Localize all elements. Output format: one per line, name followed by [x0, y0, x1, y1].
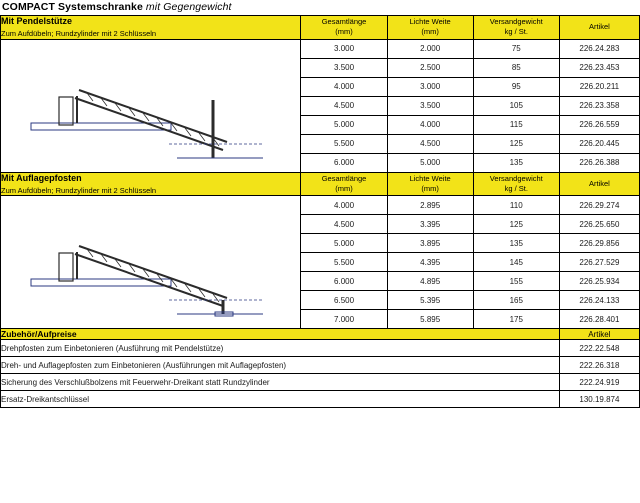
cell-gesamtlaenge: 6.000: [301, 153, 387, 172]
cell-gesamtlaenge: 4.500: [301, 96, 387, 115]
cell-lichte-weite: 3.895: [387, 234, 473, 253]
cell-gesamtlaenge: 4.000: [301, 196, 387, 215]
product-table: [0, 15, 640, 408]
cell-artikel: 226.25.934: [559, 272, 639, 291]
cell-versandgewicht: 175: [473, 310, 559, 329]
cell-artikel: 226.26.388: [559, 153, 639, 172]
cell-artikel: 226.24.133: [559, 291, 639, 310]
cell-lichte-weite: 5.000: [387, 153, 473, 172]
cell-lichte-weite: 5.395: [387, 291, 473, 310]
table-row: [1, 39, 640, 58]
accessory-artikel: 222.24.919: [559, 374, 639, 391]
column-header-versandgewicht-1: [473, 16, 559, 40]
cell-artikel: 226.28.401: [559, 310, 639, 329]
accessory-text: Drehpfosten zum Einbetonieren (Ausführung mit Pendelstütze): [1, 340, 560, 357]
column-unit: (mm): [421, 27, 439, 37]
cell-versandgewicht: 125: [473, 134, 559, 153]
cell-lichte-weite: 4.500: [387, 134, 473, 153]
barrier-diagram-1: [1, 40, 299, 168]
cell-gesamtlaenge: 7.000: [301, 310, 387, 329]
cell-lichte-weite: 4.895: [387, 272, 473, 291]
cell-artikel: 226.23.453: [559, 58, 639, 77]
drawing-canvas: [1, 196, 299, 328]
column-header-versandgewicht-2: [473, 172, 559, 196]
cell-lichte-weite: 2.895: [387, 196, 473, 215]
cell-versandgewicht: 135: [473, 234, 559, 253]
cell-gesamtlaenge: 3.000: [301, 39, 387, 58]
cell-lichte-weite: 2.000: [387, 39, 473, 58]
cell-lichte-weite: 5.895: [387, 310, 473, 329]
cell-gesamtlaenge: 5.500: [301, 134, 387, 153]
cell-gesamtlaenge: 5.500: [301, 253, 387, 272]
cell-gesamtlaenge: 6.500: [301, 291, 387, 310]
accessories-row: [1, 357, 640, 374]
column-unit: kg / St.: [504, 183, 528, 193]
cell-artikel: 226.24.283: [559, 39, 639, 58]
page-title-italic: mit Gegengewicht: [145, 1, 232, 13]
cell-gesamtlaenge: 5.000: [301, 115, 387, 134]
column-label: Artikel: [589, 22, 610, 32]
column-header-gesamtlaenge-1: [301, 16, 387, 40]
column-header-lichte-weite-1: [387, 16, 473, 40]
section-2-subheading: Zum Aufdübeln; Rundzylinder mit 2 Schlüsseln: [1, 185, 157, 195]
section-2-heading: Mit Auflagepfosten: [1, 172, 82, 183]
cell-versandgewicht: 110: [473, 196, 559, 215]
table-row: [1, 196, 640, 215]
accessory-artikel: 222.22.548: [559, 340, 639, 357]
cell-versandgewicht: 155: [473, 272, 559, 291]
column-unit: (mm): [421, 183, 439, 193]
cell-artikel: 226.26.559: [559, 115, 639, 134]
accessory-artikel: 222.26.318: [559, 357, 639, 374]
barrier-diagram-2: [1, 196, 299, 324]
page-title: [0, 0, 640, 15]
page-title-bold: COMPACT Systemschranke: [2, 1, 143, 13]
column-header-artikel-1: [559, 16, 639, 40]
cell-artikel: 226.29.274: [559, 196, 639, 215]
column-label: Lichte Weite: [409, 17, 451, 27]
cell-versandgewicht: 105: [473, 96, 559, 115]
product-drawing-auflagepfosten: [1, 196, 301, 329]
accessories-heading: Zubehör/Aufpreise: [1, 329, 560, 340]
section-1-subheading: Zum Aufdübeln; Rundzylinder mit 2 Schlüsseln: [1, 29, 157, 39]
cell-gesamtlaenge: 3.500: [301, 58, 387, 77]
section-header-row-2: [1, 172, 640, 196]
cell-artikel: 226.29.856: [559, 234, 639, 253]
cell-artikel: 226.25.650: [559, 215, 639, 234]
accessory-text: Dreh- und Auflagepfosten zum Einbetonieren (Ausführungen mit Auflagepfosten): [1, 357, 560, 374]
section-1-heading: Mit Pendelstütze: [1, 16, 73, 26]
drawing-canvas: [1, 40, 299, 172]
section-2-caption: [1, 172, 301, 196]
section-1-caption: [1, 16, 301, 40]
accessories-header-row: [1, 329, 640, 340]
cell-versandgewicht: 145: [473, 253, 559, 272]
cell-lichte-weite: 3.000: [387, 77, 473, 96]
accessories-row: [1, 340, 640, 357]
section-header-row-1: [1, 16, 640, 40]
accessory-text: Sicherung des Verschlußbolzens mit Feuerwehr-Dreikant statt Rundzylinder: [1, 374, 560, 391]
cell-artikel: 226.20.445: [559, 134, 639, 153]
column-label: Gesamtlänge: [321, 173, 367, 183]
column-unit: (mm): [335, 183, 353, 193]
cell-versandgewicht: 115: [473, 115, 559, 134]
cell-gesamtlaenge: 4.500: [301, 215, 387, 234]
column-label: Versandgewicht: [489, 173, 543, 183]
accessory-artikel: 130.19.874: [559, 391, 639, 408]
column-unit: kg / St.: [504, 27, 528, 37]
cell-versandgewicht: 75: [473, 39, 559, 58]
column-label: Gesamtlänge: [321, 17, 367, 27]
cell-lichte-weite: 3.500: [387, 96, 473, 115]
cell-gesamtlaenge: 4.000: [301, 77, 387, 96]
cell-versandgewicht: 135: [473, 153, 559, 172]
accessories-row: [1, 391, 640, 408]
cell-lichte-weite: 4.395: [387, 253, 473, 272]
column-label: Artikel: [589, 178, 610, 188]
product-drawing-pendelstuetze: [1, 39, 301, 172]
column-header-lichte-weite-2: [387, 172, 473, 196]
cell-artikel: 226.20.211: [559, 77, 639, 96]
column-header-artikel-2: [559, 172, 639, 196]
cell-artikel: 226.27.529: [559, 253, 639, 272]
column-label: Versandgewicht: [489, 17, 543, 27]
cell-versandgewicht: 85: [473, 58, 559, 77]
accessories-row: [1, 374, 640, 391]
cell-lichte-weite: 2.500: [387, 58, 473, 77]
cell-gesamtlaenge: 6.000: [301, 272, 387, 291]
cell-gesamtlaenge: 5.000: [301, 234, 387, 253]
cell-artikel: 226.23.358: [559, 96, 639, 115]
cell-versandgewicht: 165: [473, 291, 559, 310]
accessories-artikel-header: Artikel: [559, 329, 639, 340]
column-unit: (mm): [335, 27, 353, 37]
cell-lichte-weite: 4.000: [387, 115, 473, 134]
cell-versandgewicht: 125: [473, 215, 559, 234]
cell-lichte-weite: 3.395: [387, 215, 473, 234]
cell-versandgewicht: 95: [473, 77, 559, 96]
column-label: Lichte Weite: [409, 173, 451, 183]
column-header-gesamtlaenge-2: [301, 172, 387, 196]
accessory-text: Ersatz-Dreikantschlüssel: [1, 391, 560, 408]
